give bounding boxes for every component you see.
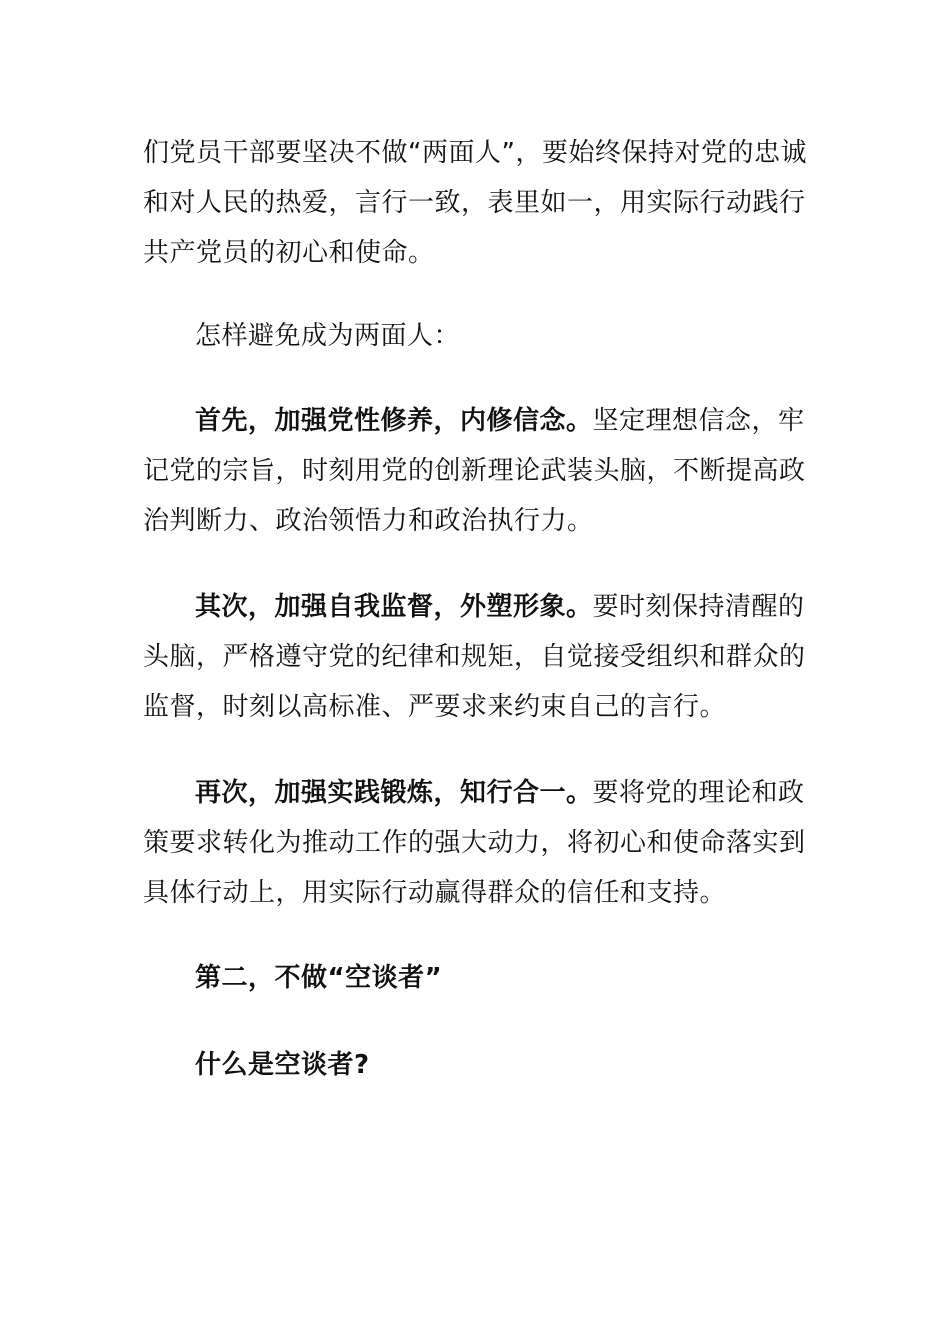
paragraph-text: 们党员干部要坚决不做“两面人”，要始终保持对党的忠诚和对人民的热爱，言行一致，表里如一，用实际行动践行共产党员的初心和使命。 [143, 138, 807, 268]
section-heading [143, 953, 809, 1003]
subsection-heading [143, 1040, 809, 1090]
paragraph-text: 要将党的理论和政策要求转化为推动工作的强大动力，将初心和使命落实到具体行动上，用实际行动赢得群众的信任和支持。 [143, 778, 806, 908]
paragraph-lead: 再次，加强实践锻炼，知行合一。 [195, 778, 593, 808]
paragraph-second-point [143, 582, 809, 732]
paragraph-text: 怎样避免成为两面人： [195, 321, 461, 351]
paragraph-first-point [143, 396, 809, 546]
paragraph-lead: 首先，加强党性修养，内修信念。 [195, 406, 593, 436]
paragraph-continuation [143, 128, 809, 278]
paragraph-text: 要时刻保持清醒的头脑，严格遵守党的纪律和规矩，自觉接受组织和群众的监督，时刻以高标准、严要求来约束自己的言行。 [143, 592, 806, 722]
paragraph-lead: 其次，加强自我监督，外塑形象。 [195, 592, 593, 622]
heading-text: 什么是空谈者? [195, 1050, 370, 1080]
paragraph-question [143, 311, 809, 361]
paragraph-text: 坚定理想信念，牢记党的宗旨，时刻用党的创新理论武装头脑，不断提高政治判断力、政治领悟力和政治执行力。 [143, 406, 806, 536]
paragraph-third-point [143, 768, 809, 918]
heading-text: 第二，不做“空谈者” [195, 963, 443, 993]
